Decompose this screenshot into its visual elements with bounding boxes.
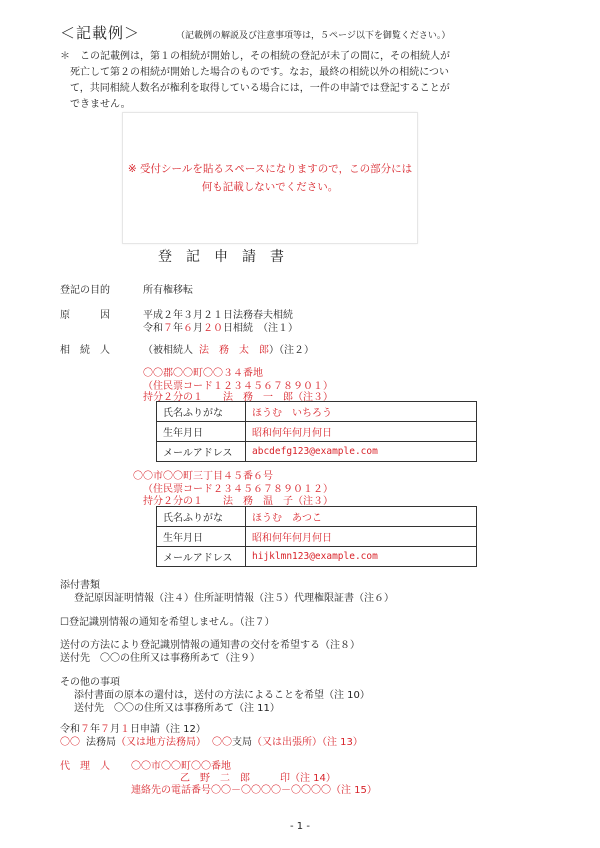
delivery-destination: 送付先 〇〇の住所又は事務所あて（注９） <box>60 653 260 664</box>
cause-day: ２０ <box>203 323 223 334</box>
intro-line: て，共同相続人数名が権利を取得している場合には，一件の申請では登記することが <box>70 83 450 94</box>
branch-type: 支局 <box>232 737 252 748</box>
notice-opt-out: ☐登記識別情報の通知を希望しません。（注７） <box>60 617 275 628</box>
info-value: abcdefg123@example.com <box>246 442 477 462</box>
app-month-unit: 月 <box>110 724 120 735</box>
table-row <box>157 422 477 442</box>
cause-suffix: 日相続 （注１） <box>223 323 298 334</box>
info-value: ほうむ あつこ <box>246 507 477 527</box>
table-row <box>157 507 477 527</box>
info-value: hijklmn123@example.com <box>246 547 477 567</box>
agent-label: 代 理 人 <box>60 761 110 772</box>
purpose-label: 登記の目的 <box>60 285 110 296</box>
cause-year: ７ <box>163 323 173 334</box>
cause-line2 <box>143 319 298 334</box>
app-month: ７ <box>100 724 110 735</box>
purpose-value: 所有権移転 <box>143 285 193 296</box>
decedent-name: 法 務 太 郎 <box>199 345 269 356</box>
app-day: １ <box>120 724 130 735</box>
attachments-value: 登記原因証明情報（注４）住所証明情報（注５）代理権限証書（注６） <box>74 593 394 604</box>
app-year-unit: 年 <box>90 724 100 735</box>
office-alt: （又は地方法務局） <box>116 737 206 748</box>
reception-note-line: ※ 受付シールを貼るスペースになりますので，この部分には <box>127 163 413 175</box>
info-label: 氏名ふりがな <box>157 402 246 422</box>
other-matters-line: 添付書面の原本の還付は，送付の方法によることを希望（注 10） <box>74 690 370 701</box>
decedent-suffix: ）（注２） <box>269 345 314 356</box>
app-era: 令和 <box>60 724 80 735</box>
agent-phone: 連絡先の電話番号〇〇－〇〇〇〇－〇〇〇〇（注 15） <box>131 785 377 796</box>
document-title: 登記申請書 <box>158 249 298 265</box>
attachments-label: 添付書類 <box>60 580 100 591</box>
intro-line: できません。 <box>70 99 131 110</box>
delivery-request: 送付の方法により登記識別情報の通知書の交付を希望する（注８） <box>60 640 360 651</box>
reception-sticker-box <box>122 112 418 244</box>
cause-month: ６ <box>183 323 193 334</box>
info-label: メールアドレス <box>157 547 246 567</box>
info-value: 昭和何年何月何日 <box>246 527 477 547</box>
intro-line: ＊ この記載例は，第１の相続が開始し，その相続の登記が未了の間に，その相続人が <box>60 51 450 62</box>
table-row <box>157 547 477 567</box>
info-label: 生年月日 <box>157 422 246 442</box>
heirs-label: 相 続 人 <box>60 345 110 356</box>
info-value: ほうむ いちろう <box>246 402 477 422</box>
heir1-info-table <box>156 401 477 462</box>
decedent-prefix: （被相続人 <box>143 345 193 356</box>
office-type: 法務局 <box>86 737 116 748</box>
decedent-line <box>143 341 314 356</box>
reception-sticker-note <box>123 160 417 196</box>
office-name: 〇〇 <box>60 737 80 748</box>
heir2-address: 〇〇市〇〇町三丁目４５番６号 <box>133 471 273 482</box>
example-note: （記載例の解説及び注意事項等は，５ページ以下を御覧ください。） <box>176 31 451 41</box>
cause-label: 原 因 <box>60 310 110 321</box>
cause-era: 令和 <box>143 323 163 334</box>
other-matters-label: その他の事項 <box>60 677 120 688</box>
agent-address: 〇〇市〇〇町〇〇番地 <box>131 761 231 772</box>
cause-month-unit: 月 <box>193 323 203 334</box>
office-note: （注 13） <box>322 737 363 748</box>
heir1-address: 〇〇郡〇〇町〇〇３４番地 <box>143 368 263 379</box>
reception-note-line: 何も記載しないでください。 <box>201 181 339 193</box>
agent-name: 乙 野 二 郎 印（注 14） <box>180 773 336 784</box>
heir1-share: 持分２分の１ 法 務 一 郎（注３） <box>143 392 333 403</box>
example-heading: ＜記載例＞ <box>60 24 141 42</box>
app-year: ７ <box>80 724 90 735</box>
info-value: 昭和何年何月何日 <box>246 422 477 442</box>
page-number: - 1 - <box>290 821 310 832</box>
app-suffix: 日申請（注 12） <box>130 724 206 735</box>
intro-text <box>60 49 540 113</box>
info-label: メールアドレス <box>157 442 246 462</box>
other-matters-line: 送付先 〇〇の住所又は事務所あて（注 11） <box>74 703 280 714</box>
cause-year-unit: 年 <box>173 323 183 334</box>
info-label: 氏名ふりがな <box>157 507 246 527</box>
info-label: 生年月日 <box>157 527 246 547</box>
heir1-resident-code: （住民票コード１２３４５６７８９０１） <box>143 381 333 392</box>
heir2-info-table <box>156 506 477 567</box>
cause-line1: 平成２年３月２１日法務春夫相続 <box>143 310 293 321</box>
table-row <box>157 527 477 547</box>
branch-name: 〇〇 <box>212 737 232 748</box>
heir2-resident-code: （住民票コード２３４５６７８９０１２） <box>143 484 333 495</box>
heir2-share: 持分２分の１ 法 務 温 子（注３） <box>143 496 333 507</box>
intro-line: 死亡して第２の相続が開始した場合のものです。なお，最終の相続以外の相続につい <box>70 67 449 78</box>
legal-affairs-office <box>60 733 363 748</box>
branch-alt: （又は出張所） <box>252 737 322 748</box>
table-row <box>157 442 477 462</box>
table-row <box>157 402 477 422</box>
